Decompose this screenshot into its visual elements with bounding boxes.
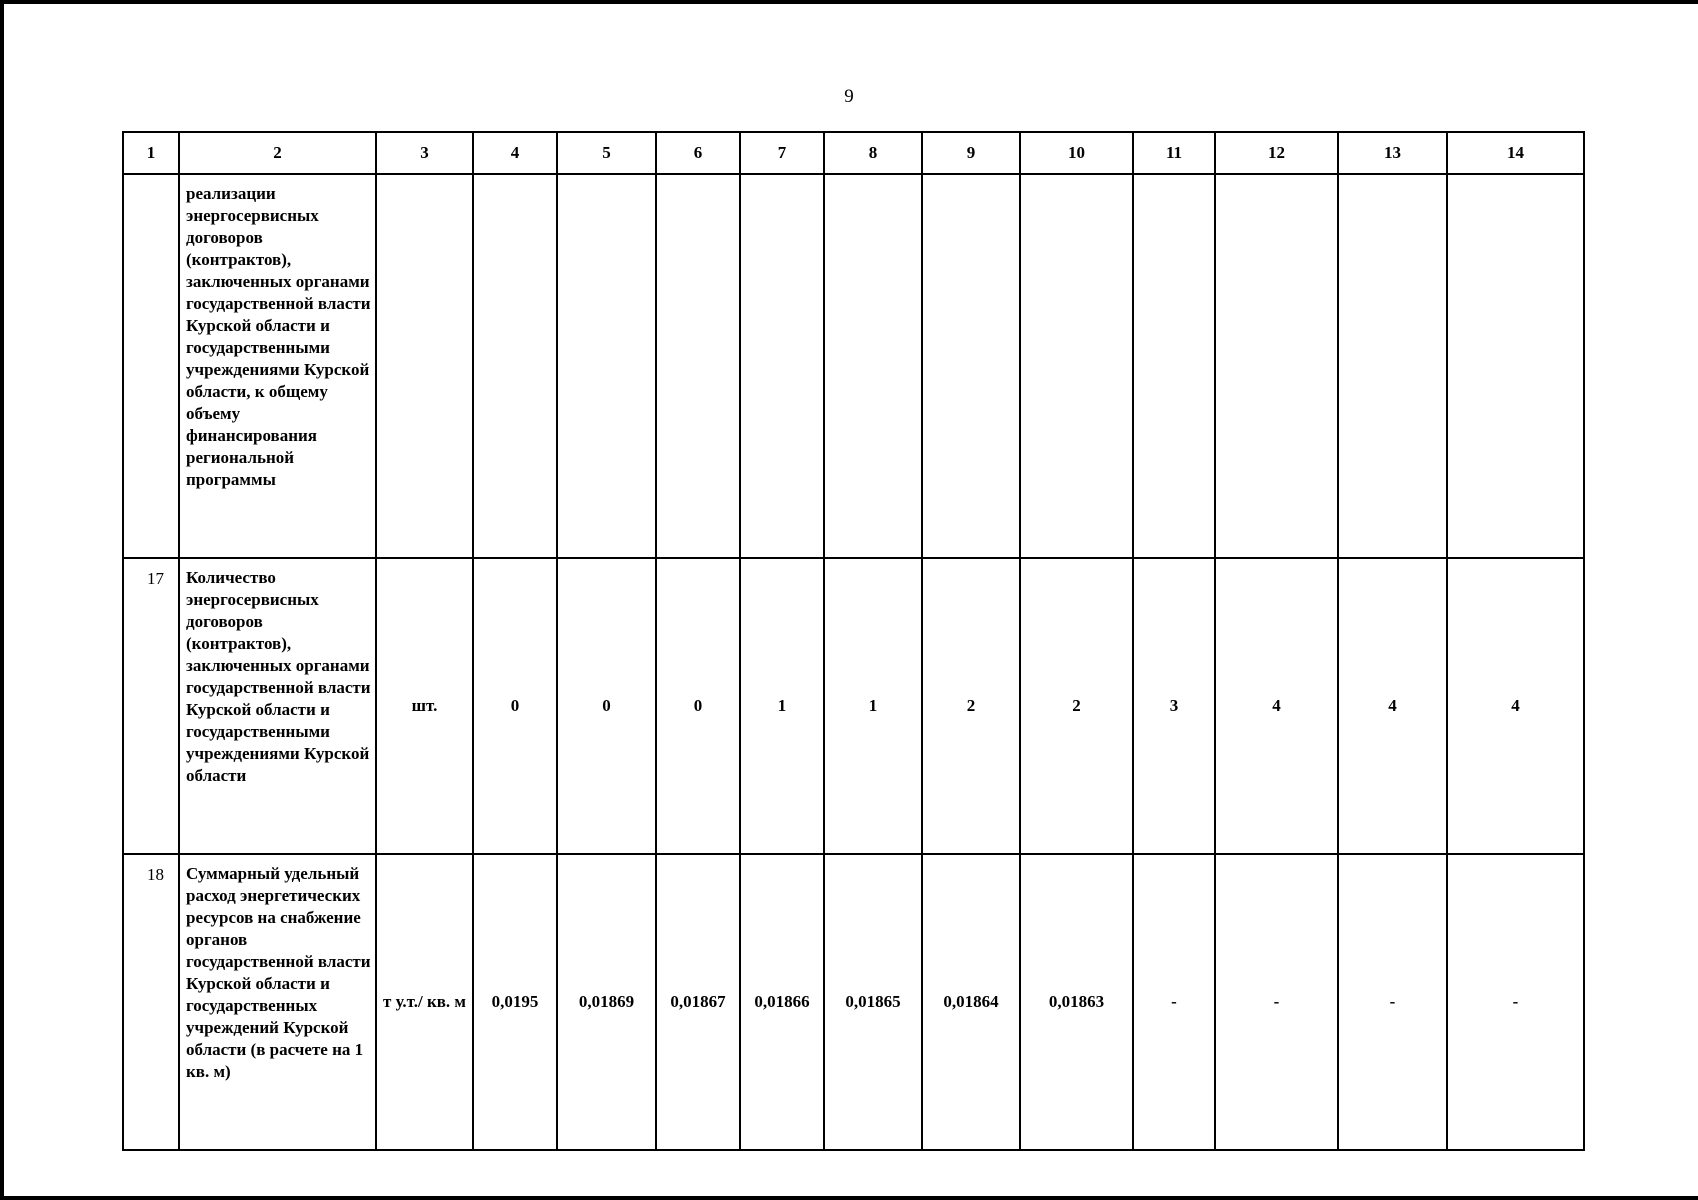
indicator-name: реализации энергосервисных договоров (контрактов), заключенных органами государственной власти Курской области и государственными учреждениями Курской области, к общему объему финансирования региональной программы	[179, 174, 376, 558]
value-cell	[473, 174, 557, 558]
column-header: 11	[1133, 132, 1215, 174]
column-header: 14	[1447, 132, 1584, 174]
value-cell	[824, 174, 922, 558]
column-header: 8	[824, 132, 922, 174]
value-cell: 0,01865	[824, 854, 922, 1150]
value-cell	[1447, 174, 1584, 558]
value-cell: 0	[473, 558, 557, 854]
value-cell: 4	[1338, 558, 1447, 854]
table-row	[123, 558, 1584, 854]
row-number	[123, 174, 179, 558]
value-cell: 2	[922, 558, 1020, 854]
value-cell: 0,0195	[473, 854, 557, 1150]
value-cell: 4	[1447, 558, 1584, 854]
value-cell: -	[1338, 854, 1447, 1150]
unit-cell	[376, 174, 473, 558]
value-cell: 0,01867	[656, 854, 740, 1150]
scan-border-top	[0, 0, 1698, 4]
column-header: 6	[656, 132, 740, 174]
value-cell: -	[1447, 854, 1584, 1150]
value-cell: 1	[824, 558, 922, 854]
table-row	[123, 174, 1584, 558]
column-header: 5	[557, 132, 656, 174]
value-cell: 0,01866	[740, 854, 824, 1150]
column-header: 13	[1338, 132, 1447, 174]
value-cell: 0,01864	[922, 854, 1020, 1150]
column-header: 9	[922, 132, 1020, 174]
value-cell	[1133, 174, 1215, 558]
value-cell: 0	[557, 558, 656, 854]
value-cell: -	[1215, 854, 1338, 1150]
page-number: 9	[844, 86, 854, 107]
table-row	[123, 854, 1584, 1150]
unit-cell: т у.т./ кв. м	[376, 854, 473, 1150]
value-cell	[557, 174, 656, 558]
value-cell: 0,01869	[557, 854, 656, 1150]
column-header: 10	[1020, 132, 1133, 174]
column-header: 3	[376, 132, 473, 174]
column-header: 7	[740, 132, 824, 174]
value-cell: 0	[656, 558, 740, 854]
column-header: 1	[123, 132, 179, 174]
column-header: 4	[473, 132, 557, 174]
indicator-name: Количество энергосервисных договоров (контрактов), заключенных органами государственной власти Курской области и государственными учреждениями Курской области	[179, 558, 376, 854]
scan-border-bottom	[0, 1196, 1698, 1200]
value-cell	[922, 174, 1020, 558]
value-cell: 4	[1215, 558, 1338, 854]
column-header: 2	[179, 132, 376, 174]
unit-cell: шт.	[376, 558, 473, 854]
value-cell: 1	[740, 558, 824, 854]
value-cell: 0,01863	[1020, 854, 1133, 1150]
row-number: 18	[123, 854, 179, 1150]
value-cell	[1020, 174, 1133, 558]
scan-border-left	[0, 0, 4, 1200]
value-cell: -	[1133, 854, 1215, 1150]
header-row	[123, 132, 1584, 174]
value-cell: 3	[1133, 558, 1215, 854]
indicator-name: Суммарный удельный расход энергетических ресурсов на снабжение органов государственной власти Курской области и государственных учреждений Курской области (в расчете на 1 кв. м)	[179, 854, 376, 1150]
value-cell	[740, 174, 824, 558]
value-cell	[1338, 174, 1447, 558]
value-cell	[656, 174, 740, 558]
indicators-table	[122, 131, 1585, 1151]
value-cell: 2	[1020, 558, 1133, 854]
column-header: 12	[1215, 132, 1338, 174]
value-cell	[1215, 174, 1338, 558]
row-number: 17	[123, 558, 179, 854]
